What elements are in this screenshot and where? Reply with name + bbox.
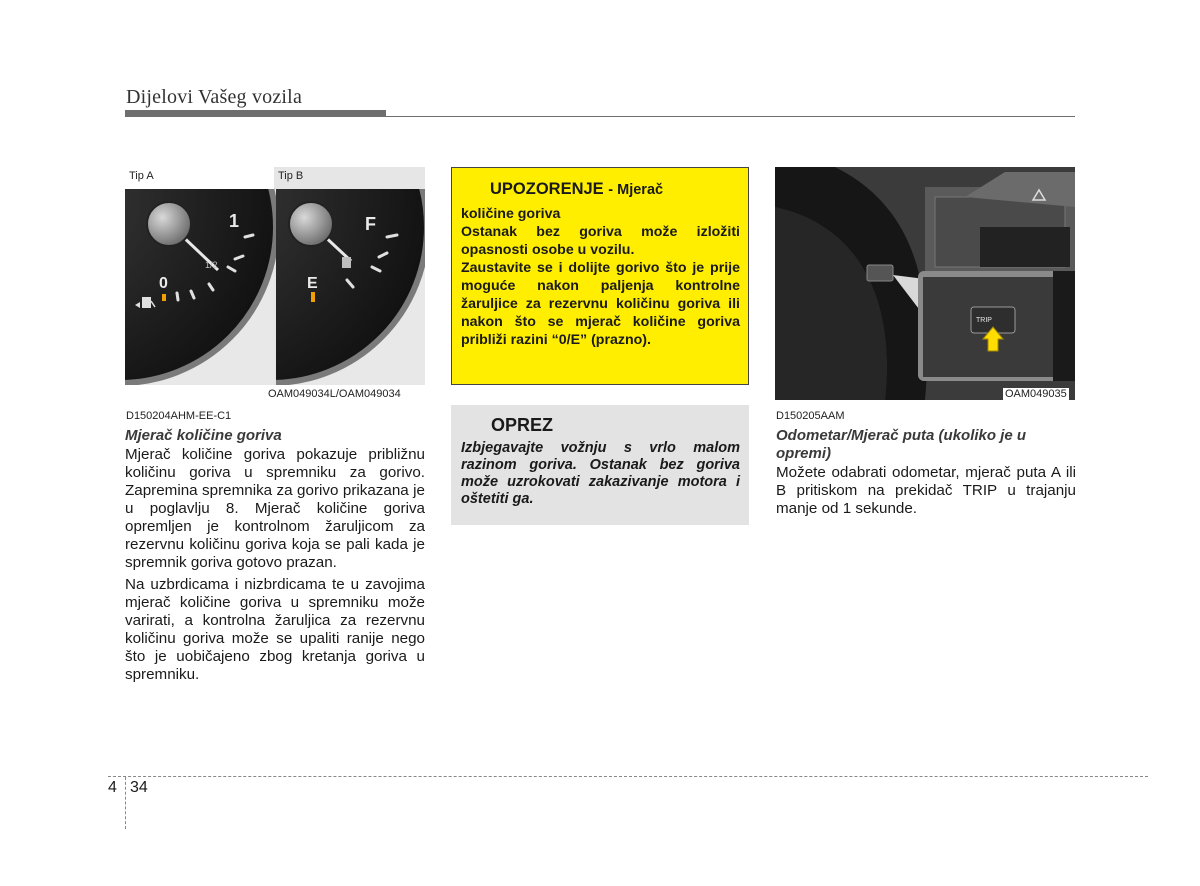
gauge-b-empty-mark: E <box>307 275 318 292</box>
footer-divider <box>125 777 126 829</box>
chapter-number: 4 <box>108 779 117 796</box>
figure-label-type-b: Tip B <box>278 170 304 182</box>
warning-line: Zaustavite se i dolijte gorivo što je prije moguće nakon paljenja kontrolne žaruljice za rezervnu količinu goriva ili nakon što se mjerač količine goriva približi razini “0/E” (prazno). <box>461 260 740 348</box>
gauge-b-full-mark: F <box>365 214 376 234</box>
caution-body: Izbjegavajte vožnju s vrlo malom razinom goriva. Ostanak bez goriva može uzrokovati zakazivanje motora i oštetiti ga. <box>461 440 740 507</box>
trip-switch-figure <box>775 167 1075 400</box>
figure-label-type-a: Tip A <box>129 170 154 182</box>
figure2-caption: OAM049035 <box>1005 388 1067 400</box>
page-header-title: Dijelovi Vašeg vozila <box>126 86 303 108</box>
fuel-gauge-figure <box>125 167 425 385</box>
footer-rule <box>108 776 1148 777</box>
header-rule-thin <box>386 116 1075 117</box>
warning-title <box>490 180 663 199</box>
page-number: 34 <box>130 779 148 796</box>
gauge-a-full-mark: 1 <box>229 211 240 231</box>
warning-title-suffix: - Mjerač <box>608 182 664 198</box>
section1-body <box>125 446 425 688</box>
section1-paragraph: Na uzbrdicama i nizbrdicama te u zavojima mjerač količine goriva u spremniku može varirati, a kontrolna žaruljica za rezervnu količinu goriva može se upaliti ranije nego što je uobičajeno zbog kretanja goriva u spremniku. <box>125 576 425 683</box>
warning-body <box>461 205 740 349</box>
gauge-a-half-mark: 1/2 <box>205 260 218 270</box>
section1-code: D150204AHM-EE-C1 <box>126 410 232 422</box>
warning-subtitle: količine goriva <box>461 206 561 222</box>
section2-code: D150205AAM <box>776 410 845 422</box>
warning-line: Ostanak bez goriva može izložiti opasnosti osobe u vozilu. <box>461 224 740 258</box>
trip-button-label: TRIP <box>976 317 992 324</box>
gauge-type-a <box>125 167 276 385</box>
fuel-gauge-illustration <box>125 167 425 385</box>
caution-title: OPREZ <box>491 415 554 435</box>
section1-paragraph: Mjerač količine goriva pokazuje približnu količinu goriva u spremniku za gorivo. Zapremina spremnika za gorivo prikazana je u poglavlju 8. Mjerač količine goriva opremljen je kontrolnom žaruljicom za rezervnu količinu goriva koja se pali kada je spremnik goriva gotovo prazan. <box>125 446 425 571</box>
trip-switch-illustration <box>775 167 1075 400</box>
gauge-a-empty-mark: 0 <box>159 275 168 292</box>
section1-heading: Mjerač količine goriva <box>125 427 282 444</box>
header-rule-thick <box>125 110 386 117</box>
figure1-caption: OAM049034L/OAM049034 <box>268 388 401 400</box>
warning-title-text: UPOZORENJE <box>490 180 604 198</box>
section2-body: Možete odabrati odometar, mjerač puta A ili B pritiskom na prekidač TRIP u trajanju manje od 1 sekunde. <box>776 464 1076 517</box>
section2-heading: Odometar/Mjerač puta (ukoliko je u opremi) <box>776 427 1027 462</box>
